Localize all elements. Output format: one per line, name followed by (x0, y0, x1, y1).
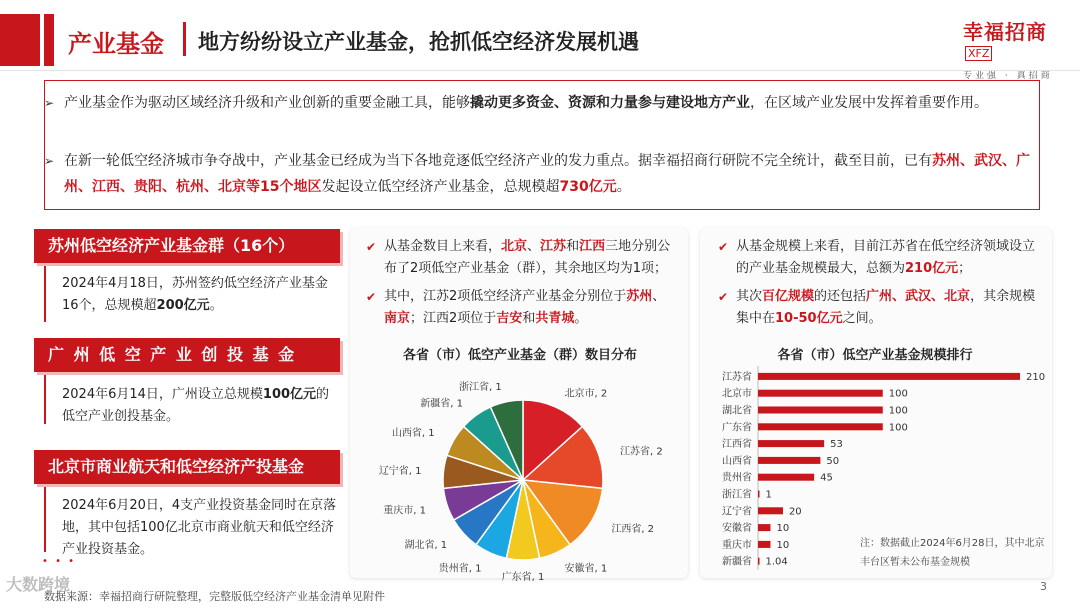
timeline-line (44, 374, 46, 424)
bar-category-label: 辽宁省 (722, 506, 752, 518)
check-icon: ✔ (366, 290, 377, 304)
bar-category-label: 湖北省 (722, 405, 752, 417)
bar (758, 440, 824, 447)
point-text: 。 (574, 311, 588, 326)
point-text: 的还包括 (814, 289, 867, 304)
pie-label: 山西省, 1 (391, 428, 435, 439)
bar (758, 390, 883, 397)
bar (758, 474, 814, 481)
bar-category-label: 江苏省 (722, 371, 752, 383)
point-highlight: 吉安 (496, 311, 523, 326)
chart-note: 注：数据截止2024年6月28日，其中北京丰台区暂未公布基金规模 (860, 538, 1045, 568)
bar-category-label: 江西省 (722, 439, 752, 451)
point-text: 三地分别公布了2项低空产业基金（群），其余地区均为1项； (384, 239, 671, 276)
point-highlight: 10-50亿元 (775, 311, 843, 326)
point-text: 其次 (736, 289, 763, 304)
bar-value-label: 210 (1026, 371, 1046, 383)
fund-card-text (62, 495, 342, 561)
pie-label: 江西省, 2 (611, 524, 655, 535)
bar-category-label: 山西省 (722, 455, 752, 467)
point-text: ； (958, 261, 972, 276)
arrow-icon: ➢ (44, 154, 55, 168)
right-point-1 (718, 236, 1040, 280)
check-icon: ✔ (718, 240, 729, 254)
bar-category-label: 贵州省 (722, 472, 752, 484)
bar-value-label: 45 (820, 472, 833, 484)
fund-card-text (62, 384, 342, 428)
pie-label: 安徽省, 1 (564, 563, 608, 575)
header-rule (0, 70, 1080, 71)
bar-value-label: 100 (888, 422, 908, 434)
point-highlight: 苏州 (626, 289, 653, 304)
bar (758, 491, 760, 498)
fund-card-text (62, 273, 342, 317)
point-text: ，其余规模集中在 (736, 289, 1036, 326)
point-highlight: 广州、武汉、北京 (866, 289, 971, 304)
page-title: 地方纷纷设立产业基金，抢抓低空经济发展机遇 (198, 30, 639, 54)
timeline-line (44, 486, 46, 552)
pie-label: 贵州省, 1 (438, 563, 482, 575)
point-text: ；江西2项位于 (410, 311, 497, 326)
intro-text: 。 (616, 179, 631, 195)
logo-name: 幸福招商 (963, 20, 1047, 44)
bar-category-label: 新疆省 (722, 556, 752, 568)
intro-text: ，在区域产业发展中发挥着重要作用。 (750, 95, 988, 111)
point-text: 和 (566, 239, 580, 254)
bar (758, 423, 883, 430)
fund-card-title: 北京市商业航天和低空经济产投基金 (34, 450, 340, 484)
fund-card-amount: 200亿元 (156, 298, 210, 313)
header-accent-bar-small (44, 14, 54, 66)
right-point-2 (718, 286, 1040, 330)
point-highlight: 北京 (501, 239, 528, 254)
pie-chart (360, 366, 686, 583)
header-accent-bar (0, 14, 40, 66)
point-highlight: 南京 (384, 311, 411, 326)
middle-point-1 (366, 236, 676, 280)
intro-text: 在新一轮低空经济城市争夺战中，产业基金已经成为当下各地竞逐低空经济产业的发力重点。据幸福招商行研院不完全统计，截至目前，已有 (64, 153, 932, 169)
fund-card-desc: 2024年4月18日，苏州签约低空经济产业基金16个，总规模超 (62, 276, 328, 313)
point-text: 从基金数目上来看， (384, 239, 502, 254)
timeline-line (44, 262, 46, 322)
bar (758, 457, 820, 464)
fund-card-amount: 100亿元 (262, 387, 317, 402)
point-highlight: 江苏 (540, 239, 567, 254)
pie-label: 北京市, 2 (564, 388, 608, 400)
pie-label: 湖北省, 1 (404, 540, 448, 552)
point-highlight: 210亿元 (905, 261, 959, 276)
logo-tagline: 专业强 · 真招商 (963, 71, 1053, 81)
pie-label: 重庆市, 1 (383, 505, 426, 517)
point-text: 和 (522, 311, 536, 326)
intro-highlight: 撬动更多资金、资源和力量参与建设地方产业 (470, 95, 750, 111)
bar-value-label: 50 (826, 455, 840, 467)
point-highlight: 百亿规模 (762, 289, 815, 304)
pie-label: 浙江省, 1 (459, 382, 502, 394)
section-title: 产业基金 (68, 30, 164, 58)
point-highlight: 江西 (579, 239, 606, 254)
intro-highlight: 730亿元 (559, 179, 617, 195)
point-text: 其中，江苏2项低空经济产业基金分别位于 (384, 289, 627, 304)
brand-logo (963, 16, 1063, 81)
bar-category-label: 安徽省 (722, 523, 752, 535)
fund-card-title: 苏州低空经济产业基金群（16个） (34, 229, 340, 263)
bar-value-label: 53 (830, 439, 843, 451)
intro-bullet-1 (44, 90, 1030, 116)
check-icon: ✔ (718, 290, 729, 304)
watermark: 大数跨境 (6, 575, 71, 594)
bar-category-label: 北京市 (722, 388, 752, 400)
logo-mark: XFZ (965, 46, 992, 61)
fund-card-desc: 2024年6月20日，4支产业投资基金同时在京落地，其中包括100亿北京市商业航天和低空经济产业投资基金。 (62, 498, 337, 557)
bar (758, 541, 770, 548)
fund-card-desc: 2024年6月14日，广州设立总规模 (62, 387, 263, 402)
point-text: 、 (652, 289, 666, 304)
intro-highlight: 苏州、武汉、广州、江西、贵阳、杭州、北京等15个地区 (64, 153, 1030, 195)
fund-card-desc: 的低空产业创投基金。 (62, 387, 330, 424)
bar (758, 507, 783, 514)
intro-text: 发起设立低空经济产业基金，总规模超 (321, 179, 560, 195)
bar-category-label: 重庆市 (722, 539, 752, 551)
point-text: 之间。 (842, 311, 882, 326)
bar-value-label: 10 (776, 523, 790, 535)
intro-bullet-2 (44, 148, 1030, 200)
bar-value-label: 10 (776, 539, 790, 551)
pie-label: 江苏省, 2 (620, 446, 663, 458)
point-text: 、 (527, 239, 541, 254)
arrow-icon: ➢ (44, 96, 55, 110)
bar-value-label: 100 (888, 405, 908, 417)
bar-category-label: 浙江省 (722, 489, 752, 501)
pie-label: 新疆省, 1 (420, 398, 464, 410)
point-highlight: 共青城 (535, 311, 575, 326)
bar-category-label: 广东省 (722, 422, 752, 434)
bar (758, 373, 1020, 380)
page-number: 3 (1040, 580, 1047, 593)
title-divider (183, 22, 186, 56)
pie-label: 辽宁省, 1 (378, 465, 422, 477)
bar-value-label: 20 (788, 506, 802, 518)
bar (758, 524, 770, 531)
data-source: 数据来源：幸福招商行研院整理，完整版低空经济产业基金清单见附件 (44, 590, 385, 603)
bar-value-label: 1 (765, 489, 772, 501)
fund-card-title: 广 州 低 空 产 业 创 投 基 金 (34, 338, 340, 372)
bar-value-label: 100 (888, 388, 908, 400)
middle-point-2 (366, 286, 676, 330)
check-icon: ✔ (366, 240, 377, 254)
bar (758, 558, 760, 565)
point-text: 从基金规模上来看，目前江苏省在低空经济领域设立的产业基金规模最大，总额为 (736, 239, 1036, 276)
timeline-dots: • • • (42, 556, 77, 567)
bar-value-label: 1.04 (765, 556, 788, 568)
bar (758, 407, 883, 414)
pie-chart-title: 各省（市）低空产业基金（群）数目分布 (402, 348, 637, 363)
pie-label: 广东省, 1 (501, 572, 545, 583)
fund-card-desc: 。 (209, 298, 223, 313)
bar-chart-title: 各省（市）低空产业基金规模排行 (777, 348, 973, 363)
intro-text: 产业基金作为驱动区域经济升级和产业创新的重要金融工具，能够 (64, 95, 470, 111)
